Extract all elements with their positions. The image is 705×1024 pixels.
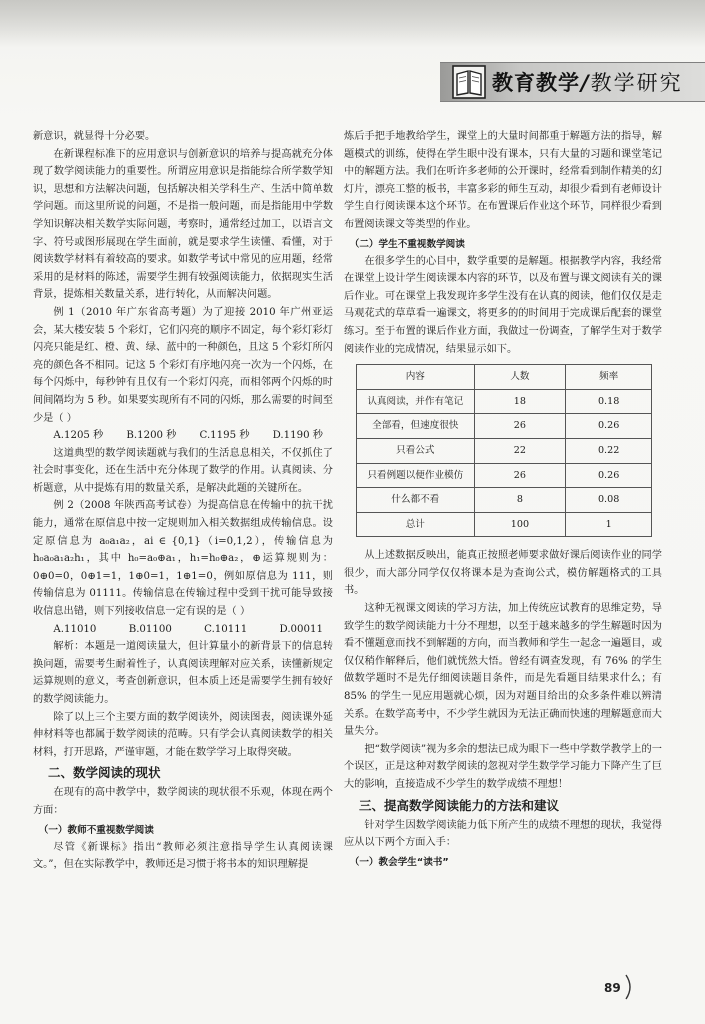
paragraph: 解析：本题是一道阅读量大，但计算量小的新背景下的信息转换问题，需要考生耐着性子，认真阅读理解对应关系，读懂新规定运算规则的意义，考查创新意识，但本质上还是需要学生拥有较好的数学阅读能力。 (33, 641, 333, 705)
scan-shadow (0, 0, 705, 48)
paragraph: 除了以上三个主要方面的数学阅读外，阅读图表，阅读课外延伸材料等也都属于数学阅读的范畴。只有学会认真阅读数学的相关材料，打开思路，严谨审题，才能在数学学习上取得突破。 (33, 711, 333, 758)
answer-option: A.1205 秒 (53, 430, 104, 442)
paragraph: 从上述数据反映出，能真正按照老师要求做好课后阅读作业的同学很少，而大部分同学仅仅将课本是为查询公式，模仿解题格式的工具书。 (344, 550, 662, 597)
table-row (357, 512, 652, 537)
table-row (357, 414, 652, 439)
paragraph: 在现有的高中教学中，数学阅读的现状很不乐观，体现在两个方面： (33, 787, 333, 816)
right-column (344, 128, 662, 871)
section-heading: 二、数学阅读的现状 (48, 765, 161, 781)
answer-option: D.00011 (279, 623, 323, 635)
table-cell: 26 (474, 463, 566, 488)
section-title (492, 67, 683, 97)
table-cell: 1 (566, 512, 652, 537)
paragraph: 把“数学阅读”视为多余的想法已成为眼下一些中学数学教学上的一个误区，正是这种对数学阅读的忽视对学生数学学习能力下降产生了巨大的影响，直接造成不少学生的数学成绩不理想！ (344, 743, 662, 790)
answer-options (33, 427, 333, 445)
table-cell: 0.08 (566, 488, 652, 513)
table-cell: 0.18 (566, 389, 652, 414)
table-cell: 22 (474, 438, 566, 463)
survey-table (356, 364, 652, 537)
section-title-slash: / (581, 71, 590, 95)
paragraph: 在很多学生的心目中，数学重要的是解题。根据教学内容，我经常在课堂上设计学生阅读课本内容的环节，以及布置与课文阅读有关的课后作业。可在课堂上我发现许多学生没有在认真的阅读，他们仅仅是走马观花式的草草看一遍课文，将更多的的时间用于完成课后配套的课堂练习。至于布置的课后作业方面，我做过一份调查，了解学生对于数学阅读作业的完成情况，结果显示如下。 (344, 255, 662, 355)
table-cell: 18 (474, 389, 566, 414)
subsection-heading: （二）学生不重视数学阅读 (349, 238, 465, 250)
paragraph: 炼后手把手地教给学生，课堂上的大量时间都重于解题方法的指导，解题模式的训练，使得在学生眼中没有课本，只有大量的习题和课堂笔记中的解题方法。我们在听许多老师的公开课时，经常看到制作精美的幻灯片，漂亮工整的板书，丰富多彩的师生互动，却很少看到有老师设计学生自行阅读课本这个环节。在布置课后作业这个环节，同样很少看到布置阅读课文等类型的作业。 (344, 131, 662, 230)
table-cell: 0.22 (566, 438, 652, 463)
paragraph: 例 2（2008 年陕西高考试卷）为提高信息在传输中的抗干扰能力，通常在原信息中按一定规则加入相关数据组成传输信息。设定原信息为 a₀a₁a₂，ai ∈ {0,1}（i=0,1,2），传输信息为 h₀a₀a₁a₂h₁，其中 h₀=a₀⊕a₁，h₁=h₀⊕a₂，⊕运算规则为：0⊕0=0，0⊕1=1，1⊕0=1，1⊕1=0，例如原信息为 111，则传输信息为 01111。传输信息在传输过程中受到干扰可能导致接收信息出错，则下列接收信息一定有误的是（ ） (33, 500, 333, 618)
table-header-cell: 人数 (474, 365, 566, 390)
table-cell: 8 (474, 488, 566, 513)
table-cell: 只看公式 (357, 438, 475, 463)
table-cell: 0.26 (566, 463, 652, 488)
right-column-bottom (344, 547, 662, 871)
table-header-row (357, 365, 652, 390)
paragraph: 针对学生因数学阅读能力低下所产生的成绩不理想的现状，我觉得应从以下两个方面入手： (344, 819, 662, 849)
answer-option: C.1195 秒 (199, 430, 250, 442)
page-bracket-icon (624, 974, 636, 1000)
paragraph: 在新课程标准下的应用意识与创新意识的培养与提高就充分体现了数学阅读能力的重要性。所谓应用意识是指能综合所学数学知识，思想和方法解决问题，包括解决相关学科生产、生活中简单数学问题。而这里所说的问题，不是指一般问题，而是指能用中学数学知识解决相关数学实际问题，考察时，通常经过加工，以语言文字、符号或图形展现在学生面前，就是要求学生读懂、看懂，对于阅读数学材料有着较高的要求。如数学考试中常见的应用题，经常采用的是材料的陈述，需要学生拥有较强阅读能力，依据现实生活背景，提炼相关数量关系，进行转化，从而解决问题。 (33, 148, 333, 301)
table-cell: 认真阅读，并作有笔记 (357, 389, 475, 414)
section-title-sub: 教学研究 (590, 71, 683, 95)
page-number: 89 (604, 981, 621, 995)
paragraph: 尽管《新课标》指出“教师必须注意指导学生认真阅读课文。”，但在实际教学中，教师还是习惯于将书本的知识理解提 (33, 841, 333, 871)
answer-option: B.01100 (128, 623, 172, 635)
answer-option: D.1190 秒 (272, 430, 323, 442)
table-cell: 0.26 (566, 414, 652, 439)
table-cell: 什么都不看 (357, 488, 475, 513)
table-cell: 100 (474, 512, 566, 537)
table-cell: 全部看，但速度很快 (357, 414, 475, 439)
table-cell: 总计 (357, 512, 475, 537)
subsection-heading: （一）教会学生“读书” (349, 856, 449, 868)
table-row (357, 488, 652, 513)
paragraph: 例 1（2010 年广东省高考题）为了迎接 2010 年广州亚运会，某大楼安装 5 个彩灯，它们闪亮的顺序不固定，每个彩灯彩灯闪亮只能是红、橙、黄、绿、蓝中的一种颜色，且这 5 个彩灯所闪亮的颜色各不相同。记这 5 个彩灯有序地闪亮一次为一个闪烁，在每个闪烁中，每秒钟有且仅有一个彩灯闪亮，而相邻两个闪烁的时间间隔均为 5 秒。如果要实现所有不同的闪烁，那么需要的时间至少是（ ） (33, 306, 333, 424)
section-heading: 三、提高数学阅读能力的方法和建议 (359, 797, 560, 813)
subsection-heading: （一）教师不重视数学阅读 (38, 824, 154, 836)
left-column (33, 128, 333, 874)
paragraph: 新意识，就显得十分必要。 (33, 131, 156, 142)
table-header-cell: 频率 (566, 365, 652, 390)
table-row (357, 389, 652, 414)
table-row (357, 463, 652, 488)
table-cell: 只看例题以便作业模仿 (357, 463, 475, 488)
open-book-icon (452, 64, 486, 100)
table-cell: 26 (474, 414, 566, 439)
answer-option: B.1200 秒 (126, 430, 177, 442)
paragraph: 这道典型的数学阅读题就与我们的生活息息相关，不仅抓住了社会时事变化，还在生活中充分体现了数学的作用。认真阅读、分析题意，从中提炼有用的数量关系，是解决此题的关键所在。 (33, 447, 333, 494)
paragraph: 这种无视课文阅读的学习方法，加上传统应试教育的思维定势，导致学生的数学阅读能力十分不理想，以至于越来越多的学生解题时因为看不懂题意而找不到解题的方向，而当教师和学生一起念一遍题目，或仅仅稍作解释后，他们就恍然大悟。曾经有调查发现，有 76% 的学生做数学题时不是先仔细阅读题目条件，而是先看题目结果求什么；有 85% 的学生一见应用题就心烦，因为对题目给出的众多条件难以辨清关系。在数学高考中，不少学生就因为无法正确而快速的理解题意而大量失分。 (344, 603, 662, 738)
table-header-cell: 内容 (357, 365, 475, 390)
section-title-main: 教育教学 (492, 71, 580, 95)
answer-option: A.11010 (53, 623, 97, 635)
table-row (357, 438, 652, 463)
table-body (357, 389, 652, 537)
answer-option: C.10111 (204, 623, 248, 635)
answer-options (33, 621, 333, 639)
right-column-top (344, 128, 662, 358)
